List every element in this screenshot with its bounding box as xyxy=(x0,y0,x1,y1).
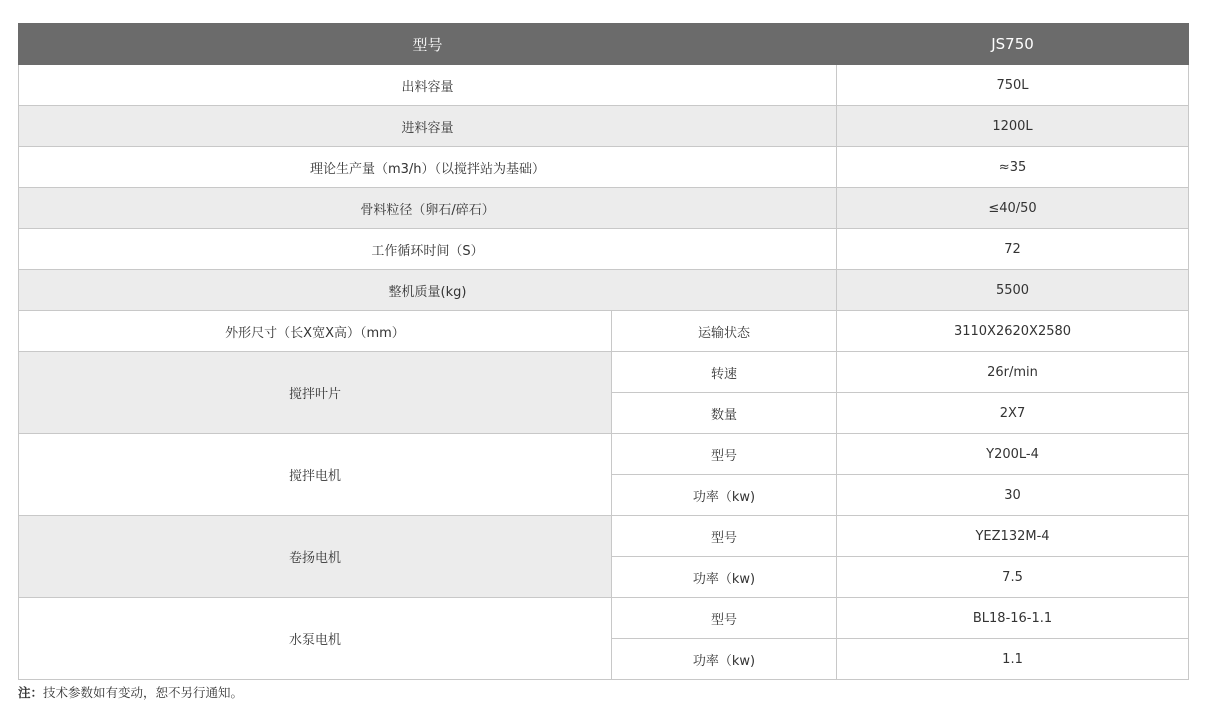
blades-qty-value: 2X7 xyxy=(837,393,1189,434)
spec-table xyxy=(18,23,1189,680)
table-header-row xyxy=(19,24,1189,65)
header-model-value: JS750 xyxy=(837,24,1189,65)
row-value: ≤40/50 xyxy=(837,188,1189,229)
row-label: 整机质量(kg) xyxy=(19,270,837,311)
hoist-motor-power-value: 7.5 xyxy=(837,557,1189,598)
table-row xyxy=(19,270,1189,311)
dimensions-row xyxy=(19,311,1189,352)
table-row xyxy=(19,188,1189,229)
blades-qty-label: 数量 xyxy=(612,393,837,434)
mix-motor-label: 搅拌电机 xyxy=(19,434,612,516)
table-row xyxy=(19,229,1189,270)
pump-motor-label: 水泵电机 xyxy=(19,598,612,680)
row-value: 5500 xyxy=(837,270,1189,311)
footnote xyxy=(18,683,243,701)
pump-motor-model-value: BL18-16-1.1 xyxy=(837,598,1189,639)
mix-motor-power-label: 功率（kw) xyxy=(612,475,837,516)
pump-motor-model-label: 型号 xyxy=(612,598,837,639)
row-label: 出料容量 xyxy=(19,65,837,106)
blades-speed-label: 转速 xyxy=(612,352,837,393)
row-label: 理论生产量（m3/h）（以搅拌站为基础） xyxy=(19,147,837,188)
blades-speed-value: 26r/min xyxy=(837,352,1189,393)
row-label: 工作循环时间（S） xyxy=(19,229,837,270)
dimensions-label: 外形尺寸（长X宽X高）（mm） xyxy=(19,311,612,352)
hoist-motor-model-label: 型号 xyxy=(612,516,837,557)
table-row xyxy=(19,147,1189,188)
dimensions-sub-label: 运输状态 xyxy=(612,311,837,352)
hoist-motor-model-row xyxy=(19,516,1189,557)
hoist-motor-power-label: 功率（kw) xyxy=(612,557,837,598)
row-label: 进料容量 xyxy=(19,106,837,147)
blades-speed-row xyxy=(19,352,1189,393)
header-model-label: 型号 xyxy=(19,24,837,65)
row-value: 72 xyxy=(837,229,1189,270)
mix-motor-model-value: Y200L-4 xyxy=(837,434,1189,475)
row-label: 骨料粒径（卵石/碎石） xyxy=(19,188,837,229)
mix-motor-model-label: 型号 xyxy=(612,434,837,475)
hoist-motor-model-value: YEZ132M-4 xyxy=(837,516,1189,557)
hoist-motor-label: 卷扬电机 xyxy=(19,516,612,598)
row-value: ≈35 xyxy=(837,147,1189,188)
table-row xyxy=(19,106,1189,147)
mix-motor-power-value: 30 xyxy=(837,475,1189,516)
table-row xyxy=(19,65,1189,106)
pump-motor-power-label: 功率（kw) xyxy=(612,639,837,680)
row-value: 1200L xyxy=(837,106,1189,147)
pump-motor-power-value: 1.1 xyxy=(837,639,1189,680)
footnote-prefix: 注： xyxy=(18,685,44,700)
dimensions-value: 3110X2620X2580 xyxy=(837,311,1189,352)
pump-motor-model-row xyxy=(19,598,1189,639)
footnote-text: 技术参数如有变动，恕不另行通知。 xyxy=(43,685,244,700)
row-value: 750L xyxy=(837,65,1189,106)
mix-motor-model-row xyxy=(19,434,1189,475)
blades-label: 搅拌叶片 xyxy=(19,352,612,434)
